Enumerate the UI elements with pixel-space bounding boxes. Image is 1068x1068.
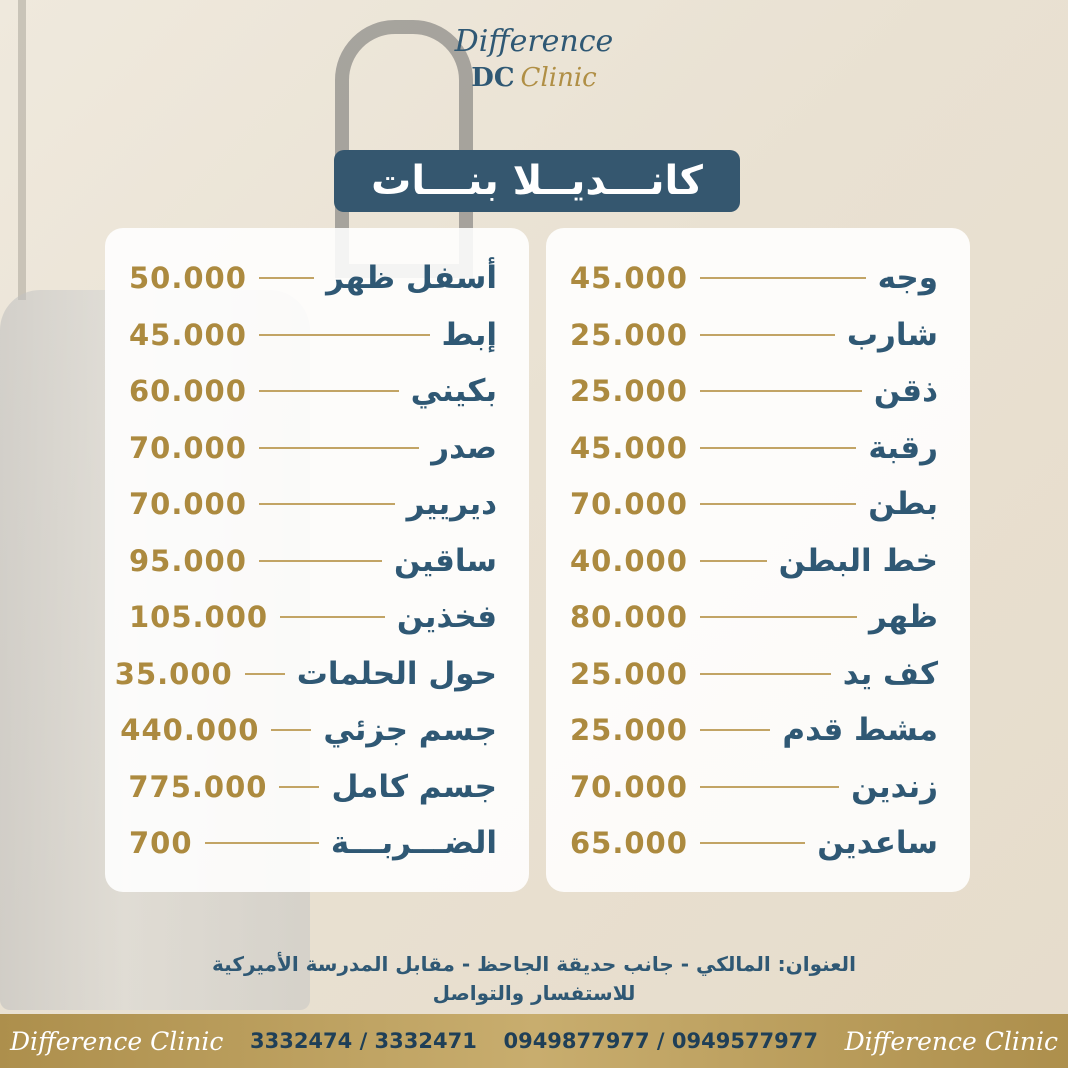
price-row: [105, 702, 529, 758]
area-price: 25.000: [570, 656, 688, 691]
area-name: أسفل ظهر: [326, 260, 497, 296]
address-block: [0, 950, 1068, 1008]
leader-line: [259, 277, 314, 279]
area-name: ظهر: [869, 599, 938, 635]
area-price: 60.000: [129, 374, 247, 408]
area-price: 70.000: [129, 430, 247, 465]
area-price: 35.000: [114, 656, 233, 691]
price-row: [546, 815, 970, 871]
area-price: 775.000: [128, 769, 268, 804]
area-name: شارب: [846, 316, 938, 353]
area-price: 80.000: [570, 600, 688, 634]
leader-line: [700, 503, 856, 505]
area-price: 25.000: [570, 374, 688, 408]
landline-numbers: 3332474 / 3332471: [249, 1029, 477, 1053]
area-name: حول الحلمات: [296, 655, 497, 692]
area-price: 25.000: [570, 317, 688, 352]
area-price: 65.000: [570, 826, 688, 860]
price-row: [546, 476, 970, 532]
area-name: كف يد: [842, 655, 938, 692]
leader-line: [245, 673, 285, 675]
price-row: [546, 420, 970, 476]
area-name: مشط قدم: [782, 712, 938, 748]
area-name: إبط: [441, 316, 497, 353]
price-card-left: [105, 228, 529, 892]
leader-line: [259, 390, 399, 392]
area-price: 45.000: [129, 317, 247, 352]
price-row: [546, 363, 970, 419]
leader-line: [259, 447, 419, 449]
area-name: خط البطن: [778, 542, 938, 579]
leader-line: [700, 673, 831, 675]
leader-line: [700, 786, 839, 788]
price-row: [546, 702, 970, 758]
price-row: [105, 646, 529, 702]
price-row: [105, 815, 529, 871]
area-name: وجه: [877, 260, 938, 296]
logo-text-clinic-row: [0, 63, 1068, 93]
price-row: [105, 759, 529, 815]
leader-line: [700, 390, 862, 392]
footer-brand-right: Difference Clinic: [844, 1026, 1058, 1056]
leader-line: [700, 616, 857, 618]
logo-text-clinic: Clinic: [520, 63, 597, 93]
page-title: كانـــديــلا بنـــات: [334, 150, 740, 212]
area-name: ساقين: [394, 542, 497, 579]
area-price: 95.000: [129, 543, 247, 578]
price-row: [105, 533, 529, 589]
footer-bar: [0, 1014, 1068, 1068]
area-name: صدر: [431, 429, 497, 466]
price-row: [105, 420, 529, 476]
area-name: بكيني: [410, 373, 497, 409]
area-price: 45.000: [570, 261, 688, 295]
area-price: 440.000: [120, 713, 260, 747]
price-card-right: [546, 228, 970, 892]
leader-line: [279, 786, 319, 788]
area-price: 105.000: [129, 600, 269, 634]
area-name: ذقن: [873, 373, 938, 409]
address-line: العنوان: المالكي - جانب حديقة الجاحظ - مقابل المدرسة الأميركية: [212, 952, 856, 976]
area-name: جسم جزئي: [323, 712, 497, 748]
area-name: بطن: [868, 486, 938, 522]
clinic-logo: [0, 24, 1068, 93]
leader-line: [700, 729, 770, 731]
leader-line: [700, 447, 856, 449]
price-row: [546, 533, 970, 589]
area-name: ديريير: [406, 486, 497, 522]
area-price: 70.000: [570, 487, 688, 521]
footer-brand-left: Difference Clinic: [10, 1026, 224, 1056]
logo-text-difference: Difference: [454, 24, 614, 59]
price-row: [105, 363, 529, 419]
leader-line: [700, 277, 866, 279]
price-row: [546, 589, 970, 645]
area-price: 50.000: [129, 261, 247, 295]
leader-line: [259, 560, 382, 562]
price-row: [546, 646, 970, 702]
leader-line: [259, 503, 395, 505]
area-name: فخذين: [396, 599, 497, 635]
price-row: [546, 307, 970, 363]
area-name: زندين: [851, 768, 938, 805]
leader-line: [700, 560, 767, 562]
area-name: جسم كامل: [331, 768, 497, 805]
area-name: الضـــربـــة: [330, 825, 497, 861]
leader-line: [700, 334, 835, 336]
area-price: 45.000: [570, 430, 688, 465]
area-name: ساعدين: [817, 825, 938, 861]
area-price: 700: [129, 826, 193, 860]
area-name: رقبة: [868, 429, 938, 466]
leader-line: [259, 334, 430, 336]
area-price: 70.000: [129, 487, 247, 521]
area-price: 25.000: [570, 713, 688, 747]
leader-line: [280, 616, 385, 618]
mobile-numbers: 0949877977 / 0949577977: [503, 1029, 818, 1053]
price-row: [546, 759, 970, 815]
leader-line: [271, 729, 311, 731]
price-row: [105, 307, 529, 363]
logo-mark-icon: DC: [471, 63, 515, 93]
price-row: [105, 250, 529, 306]
contact-line: للاستفسار والتواصل: [432, 981, 636, 1005]
price-row: [105, 589, 529, 645]
leader-line: [205, 842, 319, 844]
price-row: [105, 476, 529, 532]
area-price: 40.000: [570, 543, 688, 578]
area-price: 70.000: [570, 769, 688, 804]
leader-line: [700, 842, 805, 844]
price-row: [546, 250, 970, 306]
